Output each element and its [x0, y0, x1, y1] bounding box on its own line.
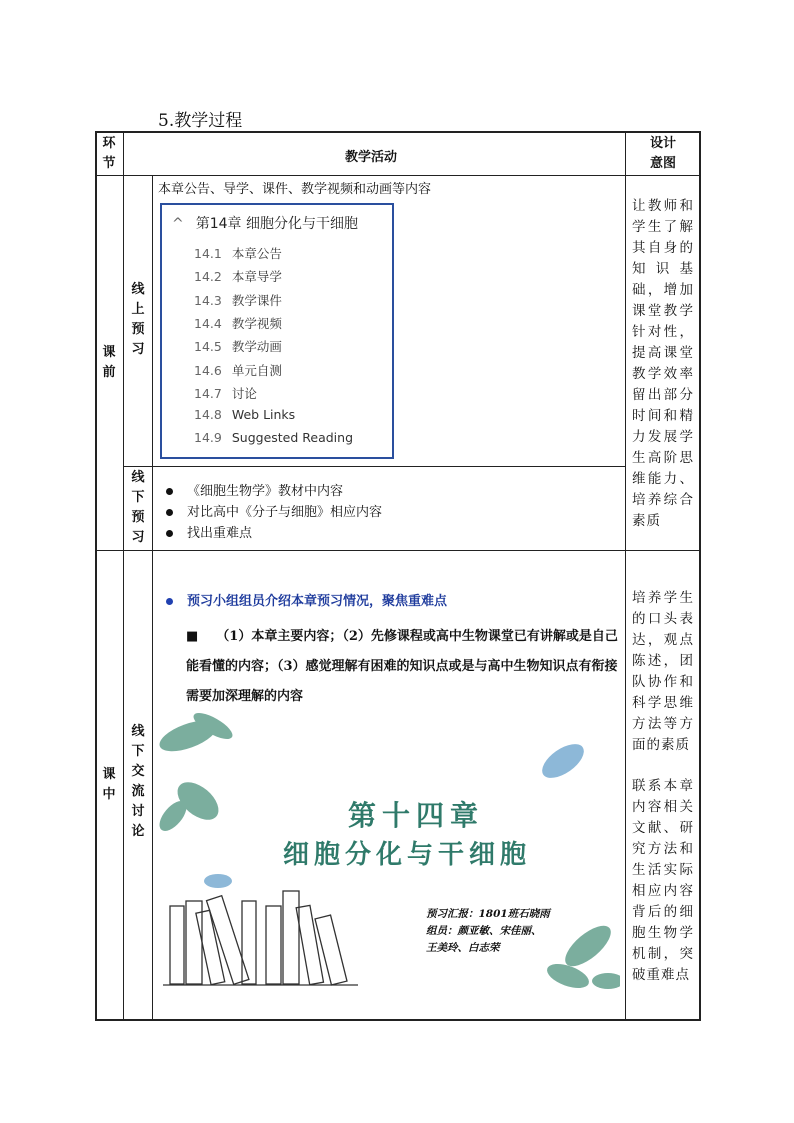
slide-image: [158, 706, 620, 996]
section-title: 5.教学过程: [158, 111, 243, 131]
header-stage: 环节: [102, 136, 116, 171]
bullet-icon: [166, 530, 173, 537]
offline-preview-label: 线下预习: [131, 470, 145, 545]
toc-item[interactable]: 14.7 讨论: [194, 385, 257, 401]
header-activity: 教学活动: [345, 150, 398, 165]
course-toc-panel: [160, 203, 394, 459]
toc-item[interactable]: 14.1 本章公告: [194, 246, 282, 261]
slide-subtitle: 细胞分化与干细胞: [283, 840, 532, 870]
stage-in-class: 课中: [102, 767, 116, 802]
table-border: [95, 131, 701, 133]
row-divider: [123, 466, 625, 467]
online-intro: 本章公告、导学、课件、教学视频和动画等内容: [158, 182, 432, 197]
offline-item: 找出重难点: [166, 522, 252, 541]
header-intent: 设计意图: [649, 136, 676, 171]
col-divider: [123, 175, 124, 1020]
discussion-sub-bullet: ■ （1）本章主要内容；（2）先修课程或高中生物课堂已有讲解或是自己能看懂的内容；（3）感觉理解有困难的知识点或是与高中生物知识点有衔接需要加深理解的内容: [186, 629, 618, 704]
toc-item[interactable]: 14.8 Web Links: [194, 407, 296, 423]
bullet-icon: [166, 488, 173, 495]
toc-item[interactable]: 14.2 本章导学: [194, 269, 282, 285]
toc-item[interactable]: 14.6 单元自测: [194, 362, 282, 378]
chevron-up-icon: ^: [172, 216, 184, 232]
bullet-icon: [166, 598, 173, 605]
toc-chapter[interactable]: ^ 第14章 细胞分化与干细胞: [172, 216, 358, 232]
in-class-intent-1: 培养学生的口头表达，观点陈述，团队协作和科学思维方法等方面的素质: [632, 590, 694, 753]
online-preview-label: 线上预习: [131, 282, 145, 357]
col-divider: [123, 131, 124, 175]
table-border: [95, 1019, 701, 1021]
toc-item[interactable]: 14.3 教学课件: [194, 292, 282, 308]
in-class-intent-2: 联系本章内容相关文献、研究方法和生活实际相应内容背后的细胞生物学机制，突破重难点: [632, 778, 694, 983]
col-divider: [625, 131, 626, 1021]
row-divider: [95, 175, 701, 176]
offline-item: 对比高中《分子与细胞》相应内容: [166, 501, 382, 520]
table-border: [699, 131, 701, 1021]
bullet-icon: [166, 509, 173, 516]
toc-item[interactable]: 14.4 教学视频: [194, 315, 282, 331]
toc-item[interactable]: 14.9 Suggested Reading: [194, 430, 354, 446]
pre-class-intent: 让教师和学生了解其自身的知识基础，增加课堂教学针对性，提高课堂教学效率留出部分时间和精力发展学生高阶思维能力、培养综合素质: [632, 198, 694, 529]
offline-discussion-label: 线下交流讨论: [131, 724, 145, 839]
square-bullet-icon: ■: [186, 629, 199, 644]
slide-title: 第十四章: [348, 799, 485, 832]
row-divider: [95, 550, 701, 551]
offline-item: 《细胞生物学》教材中内容: [166, 480, 343, 499]
slide-reporter: 预习汇报：1801班石晓雨 组员：颜亚敏、宋佳丽、 王美玲、白志荣: [426, 908, 550, 954]
discussion-bullet: 预习小组组员介绍本章预习情况，聚焦重难点: [166, 590, 447, 609]
col-divider: [152, 175, 153, 1020]
toc-item[interactable]: 14.5 教学动画: [194, 339, 282, 355]
stage-pre-class: 课前: [102, 345, 116, 380]
table-border: [95, 131, 97, 1021]
